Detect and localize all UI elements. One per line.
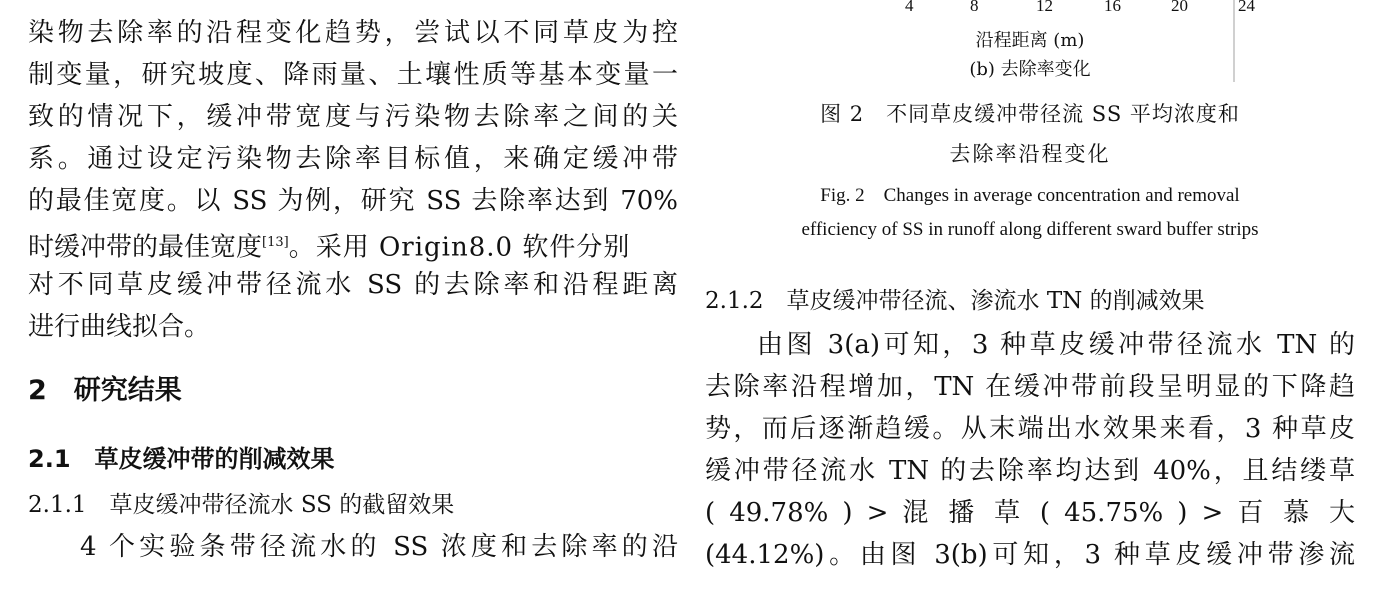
body-text-line: 系。通过设定污染物去除率目标值，来确定缓冲带: [28, 144, 678, 174]
body-text-line-with-citation: [28, 228, 630, 263]
figure-caption-en-line1: Fig. 2 Changes in average concentration and removal: [820, 185, 1240, 206]
body-text: 。采用 Origin8.0 软件分别: [288, 232, 631, 263]
body-text-line: ( 49.78% ) > 混 播 草 ( 45.75% ) > 百 慕 大: [705, 498, 1355, 528]
x-tick-label: 16: [1104, 0, 1121, 15]
figure-caption-en-line2: efficiency of SS in runoff along different sward buffer strips: [801, 219, 1259, 240]
subsection-heading: 2.1 草皮缓冲带的削减效果: [28, 445, 335, 473]
body-text-line: 制变量，研究坡度、降雨量、土壤性质等基本变量一: [28, 60, 678, 90]
figure-caption-cn-line2: 去除率沿程变化: [949, 142, 1111, 166]
body-text-line: 势，而后逐渐趋缓。从末端出水效果来看，3 种草皮: [705, 414, 1355, 444]
body-text-line: 4 个实验条带径流水的 SS 浓度和去除率的沿: [80, 532, 678, 562]
body-text-line: 进行曲线拟合。: [28, 312, 211, 342]
figure-caption-cn-line1: 图 2 不同草皮缓冲带径流 SS 平均浓度和: [820, 102, 1240, 126]
x-tick-label: 4: [905, 0, 914, 15]
citation-marker: [13]: [262, 235, 289, 250]
subsubsection-heading: 2.1.1 草皮缓冲带径流水 SS 的截留效果: [28, 492, 455, 518]
section-heading: 2 研究结果: [28, 375, 182, 406]
body-text: 时缓冲带的最佳宽度: [28, 232, 263, 263]
x-axis-label: 沿程距离 (m): [975, 30, 1085, 51]
x-tick-label: 24: [1238, 0, 1255, 15]
x-tick-label: 8: [970, 0, 979, 15]
body-text-line: 染物去除率的沿程变化趋势，尝试以不同草皮为控: [28, 18, 678, 48]
subsubsection-heading: 2.1.2 草皮缓冲带径流、渗流水 TN 的削减效果: [705, 288, 1205, 314]
body-text-line: 致的情况下，缓冲带宽度与污染物去除率之间的关: [28, 102, 678, 132]
x-tick-label: 20: [1171, 0, 1188, 15]
body-text-line: 缓冲带径流水 TN 的去除率均达到 40%，且结缕草: [705, 456, 1355, 486]
body-text-line: 对不同草皮缓冲带径流水 SS 的去除率和沿程距离: [28, 270, 678, 300]
body-text-line: (44.12%)。由图 3(b)可知，3 种草皮缓冲带渗流: [705, 540, 1355, 570]
x-tick-label: 12: [1036, 0, 1053, 15]
body-text-line: 由图 3(a)可知，3 种草皮缓冲带径流水 TN 的: [757, 330, 1355, 360]
body-text-line: 的最佳宽度。以 SS 为例，研究 SS 去除率达到 70%: [28, 186, 678, 216]
panel-label: (b) 去除率变化: [969, 59, 1091, 80]
figure-2-fragment: [705, 0, 1355, 82]
body-text-line: 去除率沿程增加，TN 在缓冲带前段呈明显的下降趋: [705, 372, 1355, 402]
